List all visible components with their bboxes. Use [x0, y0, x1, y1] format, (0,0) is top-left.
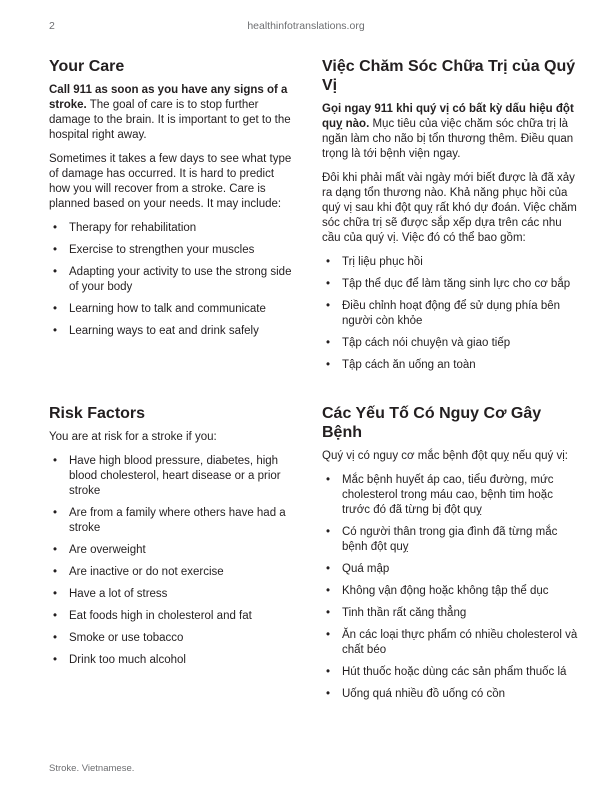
- section-title-your-care: Your Care: [49, 58, 125, 75]
- list-item: • Quá mập: [322, 562, 578, 577]
- list-item: • Are inactive or do not exercise: [49, 565, 296, 580]
- bullet-list: [322, 255, 578, 373]
- list-item: • Therapy for rehabilitation: [49, 221, 296, 236]
- list-item: • Are from a family where others have had a stroke: [49, 506, 296, 536]
- paragraph-text: The goal of care is to stop further damage to the brain. It is important to get to the hospital right away.: [49, 99, 291, 141]
- list-item: • Mắc bệnh huyết áp cao, tiểu đường, mức cholesterol trong máu cao, bệnh tim hoặc trước đó đã từng bị đột quỵ: [322, 473, 578, 518]
- list-item: • Tinh thần rất căng thẳng: [322, 606, 578, 621]
- section-title-risk-factors: Risk Factors: [49, 405, 146, 422]
- list-item: • Have a lot of stress: [49, 587, 296, 602]
- section-risk-factors: [49, 404, 296, 675]
- list-item: • Hút thuốc hoặc dùng các sản phẩm thuốc lá: [322, 665, 578, 680]
- list-item: • Tập cách nói chuyện và giao tiếp: [322, 336, 578, 351]
- paragraph: [322, 102, 578, 162]
- list-item: • Are overweight: [49, 543, 296, 558]
- list-item: • Uống quá nhiều đồ uống có cồn: [322, 687, 578, 702]
- page-footer: [49, 763, 134, 774]
- list-item: • Ăn các loại thực phẩm có nhiều cholesterol và chất béo: [322, 628, 578, 658]
- paragraph: Đôi khi phải mất vài ngày mới biết được là đã xảy ra dạng tổn thương nào. Khả năng phục hồi của quý vị sau khi đột quỵ rất khó dự đoán. Việc chăm sóc chữa trị sẽ được sắp xếp dựa trên các nhu cầu của quý vị. Việc đó có thể bao gồm:: [322, 172, 577, 244]
- page-header: [0, 20, 612, 34]
- list-item: • Điều chỉnh hoạt động để sử dụng phía bên người còn khỏe: [322, 299, 578, 329]
- list-item: • Trị liệu phục hồi: [322, 255, 578, 270]
- section-title-cac-yeu-to: Các Yếu Tố Có Nguy Cơ Gây Bệnh: [322, 405, 542, 441]
- paragraph: You are at risk for a stroke if you:: [49, 431, 217, 443]
- section-title-viec-cham-soc: Việc Chăm Sóc Chữa Trị của Quý Vị: [322, 58, 576, 94]
- list-item: • Smoke or use tobacco: [49, 631, 296, 646]
- list-item: • Adapting your activity to use the strong side of your body: [49, 265, 296, 295]
- list-item: • Eat foods high in cholesterol and fat: [49, 609, 296, 624]
- bullet-list: [49, 221, 296, 339]
- list-item: • Tập thể dục để làm tăng sinh lực cho cơ bắp: [322, 277, 578, 292]
- bullet-list: [49, 454, 296, 668]
- two-column-content: [0, 57, 612, 709]
- section-viec-cham-soc: [322, 57, 578, 380]
- bold-lead-text: Gọi ngay 911 khi quý vị có bất kỳ dấu hiệu đột quỵ nào.: [322, 103, 574, 130]
- paragraph: [49, 83, 296, 143]
- list-item: • Không vận động hoặc không tập thể dục: [322, 584, 578, 599]
- list-item: • Drink too much alcohol: [49, 653, 296, 668]
- bold-lead-text: Call 911 as soon as you have any signs of a stroke.: [49, 84, 288, 111]
- list-item: • Learning how to talk and communicate: [49, 302, 296, 317]
- list-item: • Có người thân trong gia đình đã từng mắc bệnh đột quỵ: [322, 525, 578, 555]
- section-your-care: [49, 57, 296, 346]
- paragraph-text: Mục tiêu của việc chăm sóc chữa trị là ngăn làm cho não bị tổn thương thêm. Điều quan trọng là tới bệnh viện ngay.: [322, 118, 574, 160]
- paragraph: Quý vị có nguy cơ mắc bệnh đột quỵ nếu quý vị:: [322, 450, 568, 462]
- list-item: • Tập cách ăn uống an toàn: [322, 358, 578, 373]
- paragraph: Sometimes it takes a few days to see what type of damage has occurred. It is hard to predict how you will recover from a stroke. Care is planned based on your needs. It may include:: [49, 153, 292, 210]
- list-item: • Exercise to strengthen your muscles: [49, 243, 296, 258]
- section-cac-yeu-to: [322, 404, 578, 709]
- list-item: • Learning ways to eat and drink safely: [49, 324, 296, 339]
- site-url: healthinfotranslations.org: [247, 20, 365, 32]
- list-item: • Have high blood pressure, diabetes, high blood cholesterol, heart disease or a prior stroke: [49, 454, 296, 499]
- footer-text: Stroke. Vietnamese.: [49, 763, 135, 774]
- page-number: 2: [49, 20, 55, 32]
- bullet-list: [322, 473, 578, 702]
